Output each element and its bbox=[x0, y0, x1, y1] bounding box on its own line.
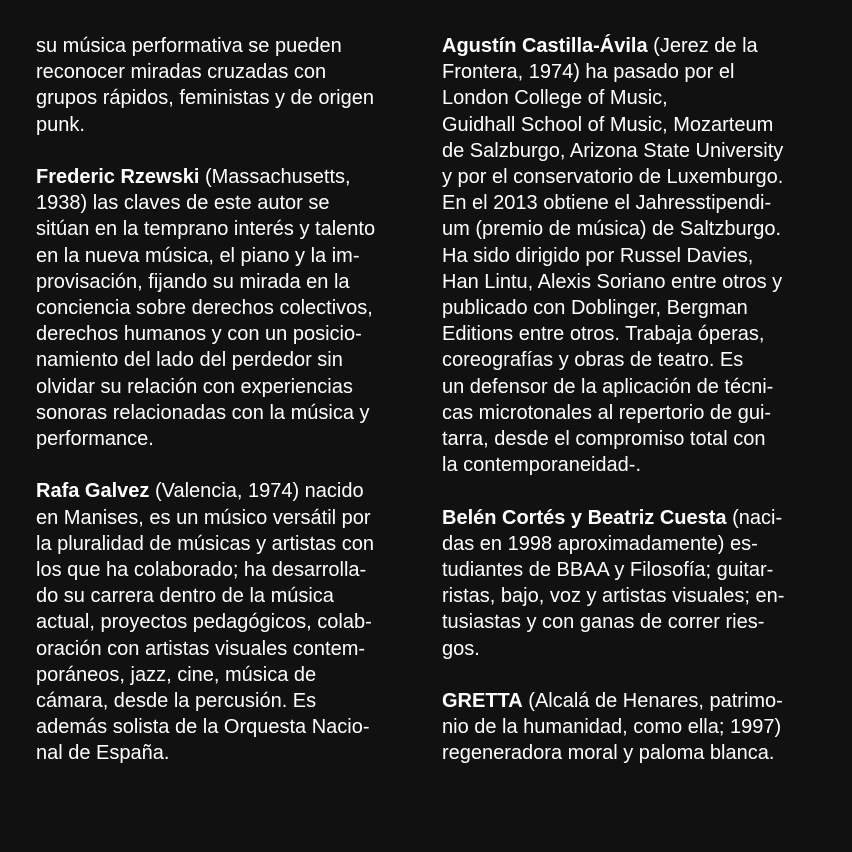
bio-text: (naci- das en 1998 aproximadamente) es- tudiantes de BBAA y Filosofía; guitar- ristas, bajo, voz y artistas visuales; en- tusiastas y con ganas de correr ries- gos. bbox=[442, 506, 785, 660]
bio-text: (Massachusetts, 1938) las claves de este autor se sitúan en la temprano interés y talento en la nueva música, el piano y la im- provisación, fijando su mirada en la conciencia sobre derechos colectivos, derechos humanos y con un posicio- namiento del lado del perdedor sin olvidar su relación con experiencias sonoras relacionadas con la música y performance. bbox=[36, 166, 376, 451]
bio-frederic-rzewski bbox=[36, 164, 421, 452]
left-column bbox=[36, 33, 421, 767]
bio-text: (Valencia, 1974) nacido en Manises, es un músico versátil por la pluralidad de músicas y artistas con los que ha colaborado; ha desarrolla- do su carrera dentro de la música actual, proyectos pedagógicos, colab- oración con artistas visuales contem- poráneos, jazz, cine, música de cámara, desde la percusión. Es además solista de la Orquesta Nacio- nal de España. bbox=[36, 480, 374, 765]
intro-text: su música performativa se pueden reconocer miradas cruzadas con grupos rápidos, feministas y de origen punk. bbox=[36, 35, 374, 136]
bio-name: Frederic Rzewski bbox=[36, 166, 200, 188]
right-column bbox=[442, 33, 827, 767]
bio-name: Agustín Castilla-Ávila bbox=[442, 35, 648, 57]
bio-agustin-castilla-avila bbox=[442, 33, 827, 478]
intro-paragraph bbox=[36, 33, 421, 138]
bio-name: Belén Cortés y Beatriz Cuesta bbox=[442, 506, 727, 529]
bio-text: (Alcalá de Henares, patrimo- nio de la humanidad, como ella; 1997) regeneradora moral y paloma blanca. bbox=[442, 690, 783, 765]
bio-name: Rafa Galvez bbox=[36, 480, 150, 503]
bio-name: GRETTA bbox=[442, 690, 523, 713]
bio-rafa-galvez bbox=[36, 478, 421, 766]
bio-gretta bbox=[442, 688, 827, 767]
bio-text: (Jerez de la Frontera, 1974) ha pasado por el London College of Music, Guidhall School of Music, Mozarteum de Salzburgo, Arizona State University y por el conservatorio de Luxemburgo. En el 2013 obtiene el Jahresstipendi- um (premio de música) de Saltzburgo. Ha sido dirigido por Russel Davies, Han Lintu, Alexis Soriano entre otros y publicado con Doblinger, Bergman Editions entre otros. Trabaja óperas, coreografías y obras de teatro. Es un defensor de la aplicación de técni- cas microtonales al repertorio de gui- tarra, desde el compromiso total con la contemporaneidad-. bbox=[442, 35, 784, 477]
bio-belen-cortes-beatriz-cuesta bbox=[442, 505, 827, 662]
